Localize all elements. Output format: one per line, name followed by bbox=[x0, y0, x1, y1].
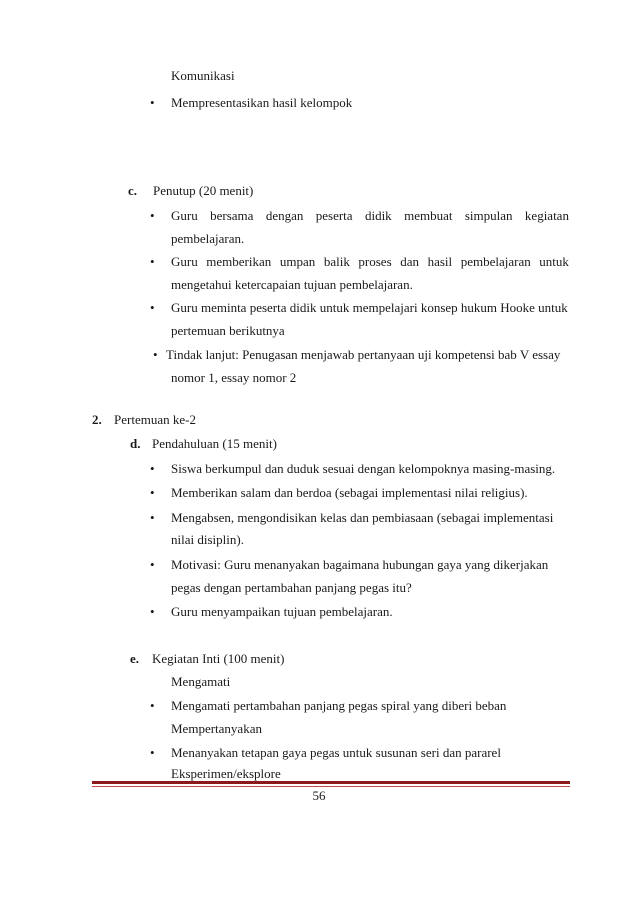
bullet-icon: • bbox=[150, 745, 155, 760]
word: pembelajaran bbox=[460, 254, 531, 269]
word: peserta bbox=[315, 208, 353, 223]
text-siswa: Siswa berkumpul dan duduk sesuai dengan kelompoknya masing-masing. bbox=[171, 461, 556, 476]
text-tujuan: Guru menyampaikan tujuan pembelajaran. bbox=[171, 604, 393, 619]
text-motivasi: Motivasi: Guru menanyakan bagaimana hubungan gaya yang dikerjakan bbox=[171, 557, 549, 572]
word: Guru bbox=[171, 254, 198, 269]
text-guru-memberikan bbox=[171, 254, 569, 270]
text-mempertanyakan: Mempertanyakan bbox=[171, 721, 262, 736]
word: balik bbox=[323, 254, 350, 269]
word: Guru bbox=[171, 208, 198, 223]
heading-kegiatan-inti: Kegiatan Inti (100 menit) bbox=[152, 651, 285, 666]
text-mengabsen: Mengabsen, mengondisikan kelas dan pembiasaan (sebagai implementasi bbox=[171, 510, 554, 525]
text-komunikasi: Komunikasi bbox=[171, 68, 235, 83]
footer-rule bbox=[92, 781, 570, 784]
word: membuat bbox=[404, 208, 453, 223]
section-marker-e: e. bbox=[130, 651, 140, 666]
text-mempresentasikan: Mempresentasikan hasil kelompok bbox=[171, 95, 353, 110]
bullet-icon: • bbox=[150, 208, 155, 223]
bullet-icon: • bbox=[150, 300, 155, 315]
text-guru-bersama bbox=[171, 208, 569, 224]
section-marker-d: d. bbox=[130, 436, 141, 451]
text-eksperimen: Eksperimen/eksplore bbox=[171, 766, 281, 781]
page-number: 56 bbox=[312, 788, 326, 803]
word: bersama bbox=[210, 208, 254, 223]
word: dan bbox=[400, 254, 419, 269]
word: proses bbox=[358, 254, 392, 269]
text-pegas: pegas dengan pertambahan panjang pegas itu? bbox=[171, 580, 412, 595]
word: simpulan bbox=[464, 208, 513, 223]
text-menanyakan: Menanyakan tetapan gaya pegas untuk susunan seri dan pararel bbox=[171, 745, 501, 760]
bullet-icon: • bbox=[150, 254, 155, 269]
heading-penutup: Penutup (20 menit) bbox=[153, 183, 254, 198]
heading-pendahuluan: Pendahuluan (15 menit) bbox=[152, 436, 277, 451]
word: dengan bbox=[265, 208, 304, 223]
word: kegiatan bbox=[524, 208, 569, 223]
bullet-icon: • bbox=[150, 604, 155, 619]
bullet-icon: • bbox=[150, 485, 155, 500]
bullet-icon: • bbox=[150, 557, 155, 572]
text-nilai-disiplin: nilai disiplin). bbox=[171, 532, 244, 547]
text-pertemuan-berikutnya: pertemuan berikutnya bbox=[171, 323, 285, 338]
bullet-icon: • bbox=[150, 461, 155, 476]
bullet-icon: • bbox=[150, 698, 155, 713]
text-mengetahui: mengetahui ketercapaian tujuan pembelajaran. bbox=[171, 277, 413, 292]
bullet-icon: • bbox=[150, 510, 155, 525]
text-tindak-lanjut: Tindak lanjut: Penugasan menjawab pertanyaan uji kompetensi bab V essay bbox=[166, 347, 561, 362]
word: hasil bbox=[427, 254, 453, 269]
footer-rule-thin bbox=[92, 786, 570, 787]
word: untuk bbox=[539, 254, 569, 269]
text-mengamati-pertambahan: Mengamati pertambahan panjang pegas spiral yang diberi beban bbox=[171, 698, 507, 713]
heading-pertemuan-2: Pertemuan ke-2 bbox=[114, 412, 196, 427]
text-mengamati: Mengamati bbox=[171, 674, 231, 689]
text-pembelajaran: pembelajaran. bbox=[171, 231, 245, 246]
bullet-icon: • bbox=[153, 347, 158, 362]
text-guru-meminta: Guru meminta peserta didik untuk mempelajari konsep hukum Hooke untuk bbox=[171, 300, 568, 315]
word: didik bbox=[364, 208, 392, 223]
text-nomor: nomor 1, essay nomor 2 bbox=[171, 370, 297, 385]
word: memberikan bbox=[206, 254, 272, 269]
bullet-icon: • bbox=[150, 95, 155, 110]
section-marker-2: 2. bbox=[92, 412, 102, 427]
word: umpan bbox=[279, 254, 316, 269]
section-marker-c: c. bbox=[128, 183, 138, 198]
text-salam: Memberikan salam dan berdoa (sebagai implementasi nilai religius). bbox=[171, 485, 528, 500]
